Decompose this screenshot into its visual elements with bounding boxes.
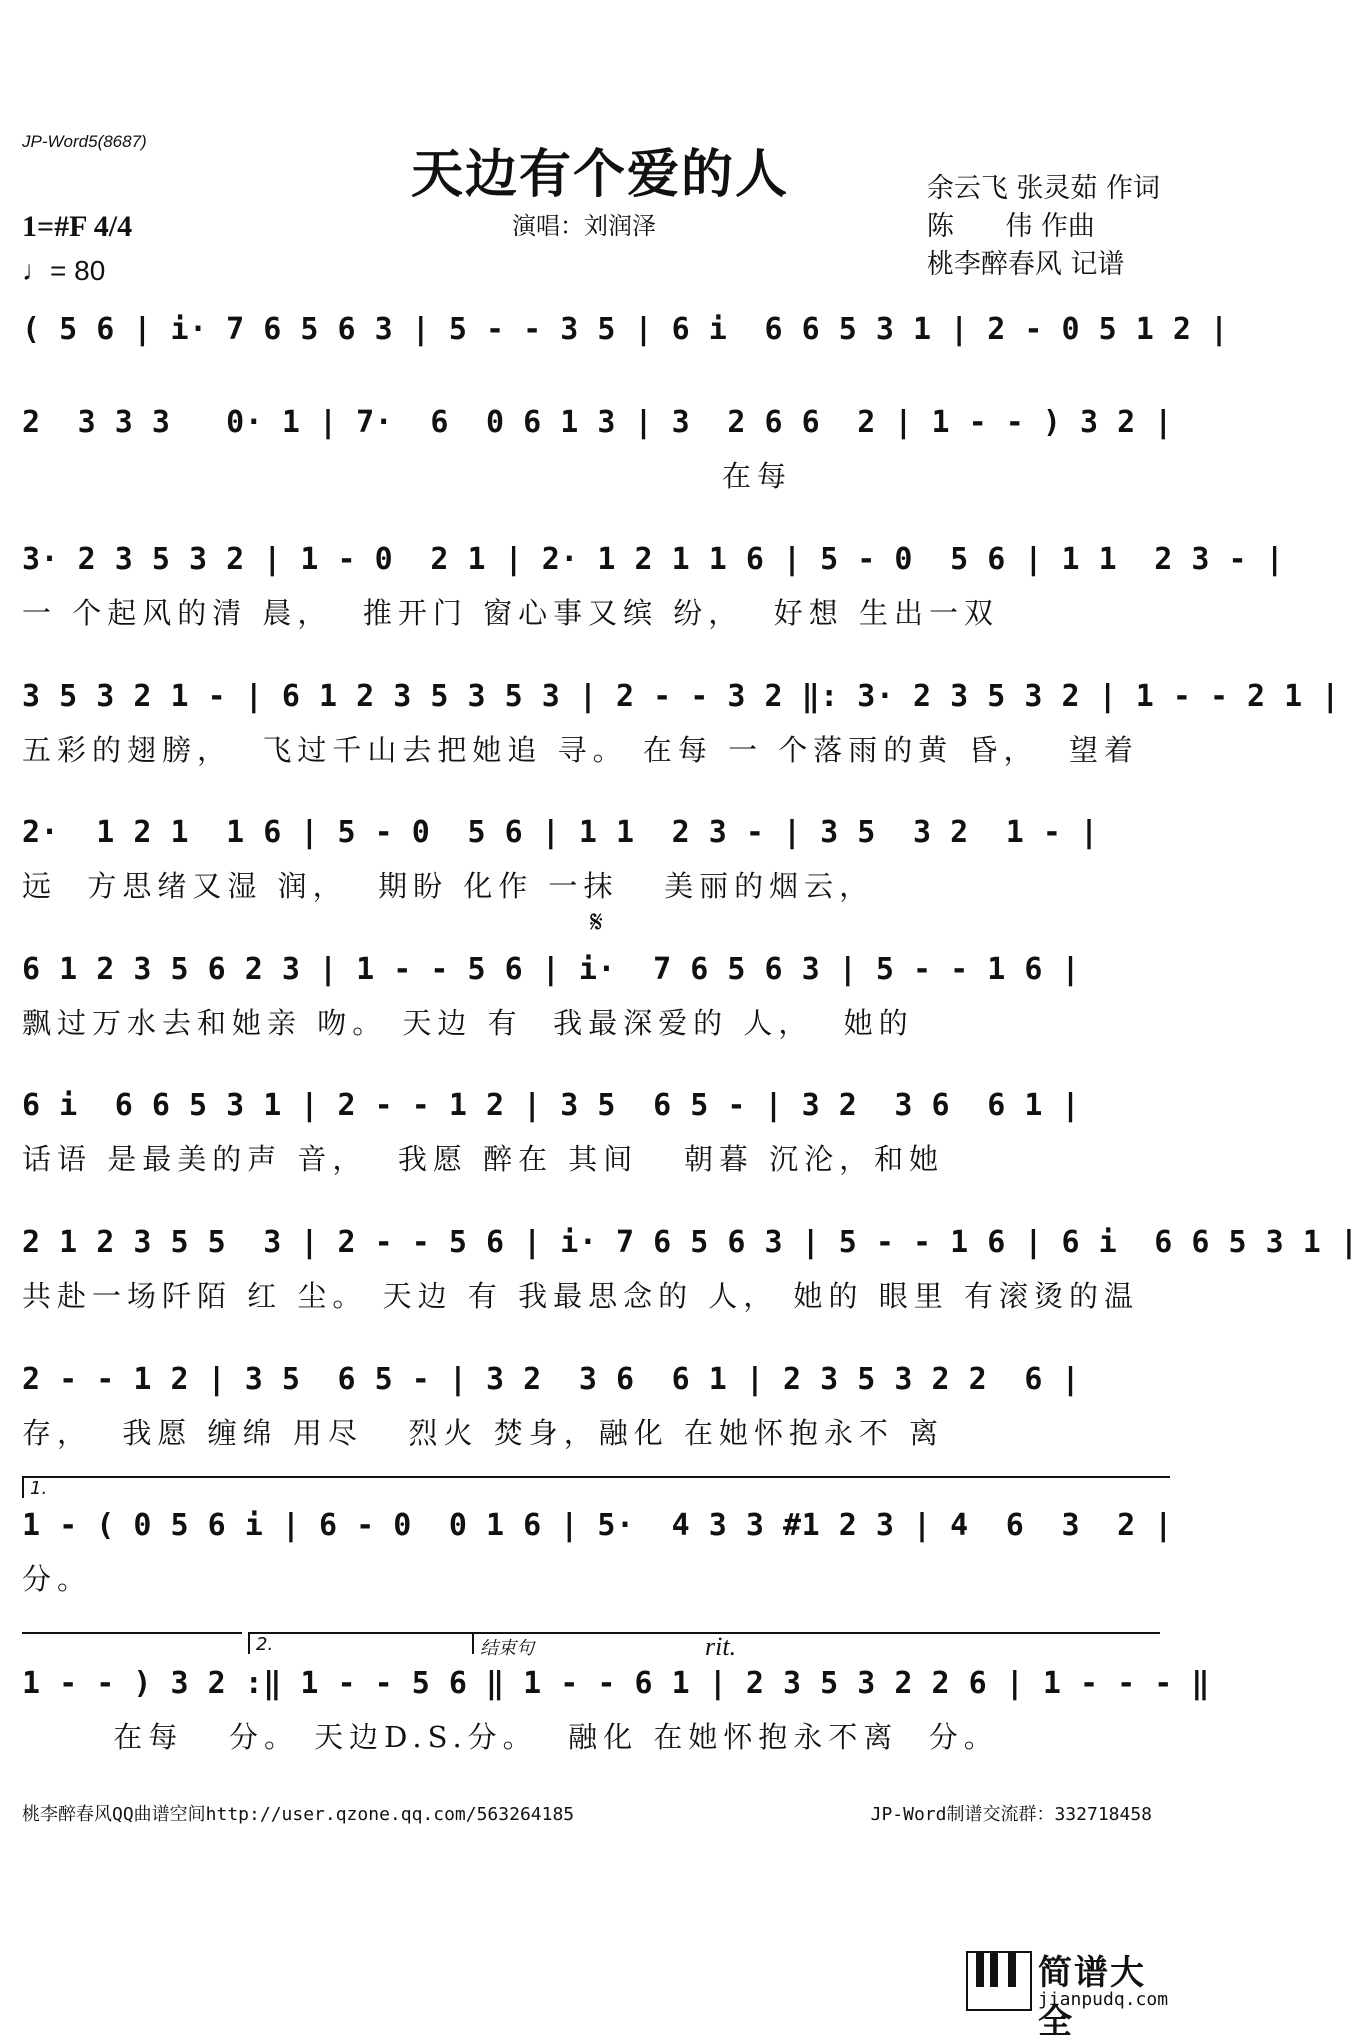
- score-system-6: [22, 952, 1172, 1042]
- notes-line: 2 1 2 3 5 5 3 | 2 - - 5 6 | i· 7 6 5 6 3 | 5 - - 1 6 | 6 i 6 6 5 3 1 |: [22, 1225, 1358, 1260]
- composer: 陈 伟 作曲: [926, 211, 1095, 242]
- lyrics-line: 远 方思绪又湿 润， 期盼 化作 一抹 美丽的烟云，: [22, 869, 875, 903]
- score-system-8: [22, 1225, 1358, 1315]
- notes-line: 2· 1 2 1 1 6 | 5 - 0 5 6 | 1 1 2 3 - | 3 5 3 2 1 - |: [22, 815, 1099, 850]
- singer: 演唱：刘润泽: [512, 212, 656, 240]
- notes-line: 3· 2 3 5 3 2 | 1 - 0 2 1 | 2· 1 2 1 1 6 | 5 - 0 5 6 | 1 1 2 3 - |: [22, 542, 1285, 577]
- notes-line: 2 - - 1 2 | 3 5 6 5 - | 3 2 3 6 6 1 | 2 3 5 3 2 2 6 |: [22, 1362, 1081, 1397]
- score-system-3: [22, 542, 1285, 632]
- piano-keys-icon: [966, 1951, 1032, 2011]
- notes-line: ( 5 6 | i· 7 6 5 6 3 | 5 - - 3 5 | 6 i 6 6 5 3 1 | 2 - 0 5 1 2 |: [22, 312, 1229, 347]
- score-system-11: [22, 1666, 1210, 1756]
- segno-sign: 𝄋: [590, 905, 603, 940]
- score-system-10: [22, 1508, 1172, 1598]
- lyrics-line: 话语 是最美的声 音， 我愿 醉在 其间 朝暮 沉沦，和她: [22, 1142, 945, 1176]
- score-system-5: [22, 815, 1172, 905]
- score-system-2: [22, 405, 1172, 495]
- lyrics-line: 在每: [22, 459, 793, 493]
- ritardando-mark: rit.: [705, 1632, 737, 1661]
- notes-line: 1 - ( 0 5 6 i | 6 - 0 0 1 6 | 5· 4 3 3 #1 2 3 | 4 6 3 2 |: [22, 1508, 1173, 1543]
- volta-1: 1.: [22, 1476, 1170, 1498]
- footer-source-link: 桃李醉春风QQ曲谱空间http://user.qzone.qq.com/563264185: [22, 1804, 575, 1825]
- notes-line: 6 1 2 3 5 6 2 3 | 1 - - 5 6 | i· 7 6 5 6 3 | 5 - - 1 6 |: [22, 952, 1081, 987]
- lyricist: 余云飞 张灵茹 作词: [926, 173, 1160, 204]
- software-version: JP-Word5(8687): [22, 132, 147, 151]
- tempo-marking: ♩= 80: [22, 255, 106, 286]
- notes-line: 2 3 3 3 0· 1 | 7· 6 0 6 1 3 | 3 2 6 6 2 | 1 - - ) 3 2 |: [22, 405, 1173, 440]
- credits: [927, 170, 1160, 284]
- lyrics-line: 在每 分。 天边D.S.分。 融化 在她怀抱永不离 分。: [22, 1720, 999, 1754]
- score-system-4: [22, 679, 1340, 769]
- lyrics-line: 五彩的翅膀， 飞过千山去把她追 寻。 在每 一 个落雨的黄 昏， 望着: [22, 733, 1139, 767]
- staff-top-line: [22, 1632, 242, 1634]
- score-system-1: [22, 312, 1229, 361]
- logo-name: 简谱大全: [1038, 1953, 1146, 2042]
- footer-group-info: JP-Word制谱交流群：332718458: [870, 1804, 1152, 1825]
- score-system-7: [22, 1088, 1172, 1178]
- song-title: 天边有个爱的人: [410, 144, 789, 205]
- transcriber: 桃李醉春风 记谱: [926, 249, 1125, 280]
- notes-line: 1 - - ) 3 2 :‖ 1 - - 5 6 ‖ 1 - - 6 1 | 2 3 5 3 2 2 6 | 1 - - - ‖: [22, 1666, 1210, 1701]
- lyrics-line: 飘过万水去和她亲 吻。 天边 有 我最深爱的 人， 她的: [22, 1006, 914, 1040]
- lyrics-line: 共赴一场阡陌 红 尘。 天边 有 我最思念的 人， 她的 眼里 有滚烫的温: [22, 1279, 1139, 1313]
- volta-2: 2.: [248, 1632, 476, 1654]
- lyrics-line: 存， 我愿 缠绵 用尽 烈火 焚身，融化 在她怀抱永不 离: [22, 1416, 945, 1450]
- ending-section-label: 结束句: [472, 1632, 1160, 1654]
- logo-url: jianpudq.com: [1038, 1989, 1169, 2010]
- key-signature: 1=#F 4/4: [22, 210, 133, 243]
- notes-line: 3 5 3 2 1 - | 6 1 2 3 5 3 5 3 | 2 - - 3 2 ‖: 3· 2 3 5 3 2 | 1 - - 2 1 |: [22, 679, 1340, 714]
- score-system-9: [22, 1362, 1172, 1452]
- lyrics-line: 一 个起风的清 晨， 推开门 窗心事又缤 纷， 好想 生出一双: [22, 596, 999, 630]
- notes-line: 6 i 6 6 5 3 1 | 2 - - 1 2 | 3 5 6 5 - | 3 2 3 6 6 1 |: [22, 1088, 1081, 1123]
- site-logo: [966, 1945, 1176, 2042]
- lyrics-line: 分。: [22, 1562, 93, 1596]
